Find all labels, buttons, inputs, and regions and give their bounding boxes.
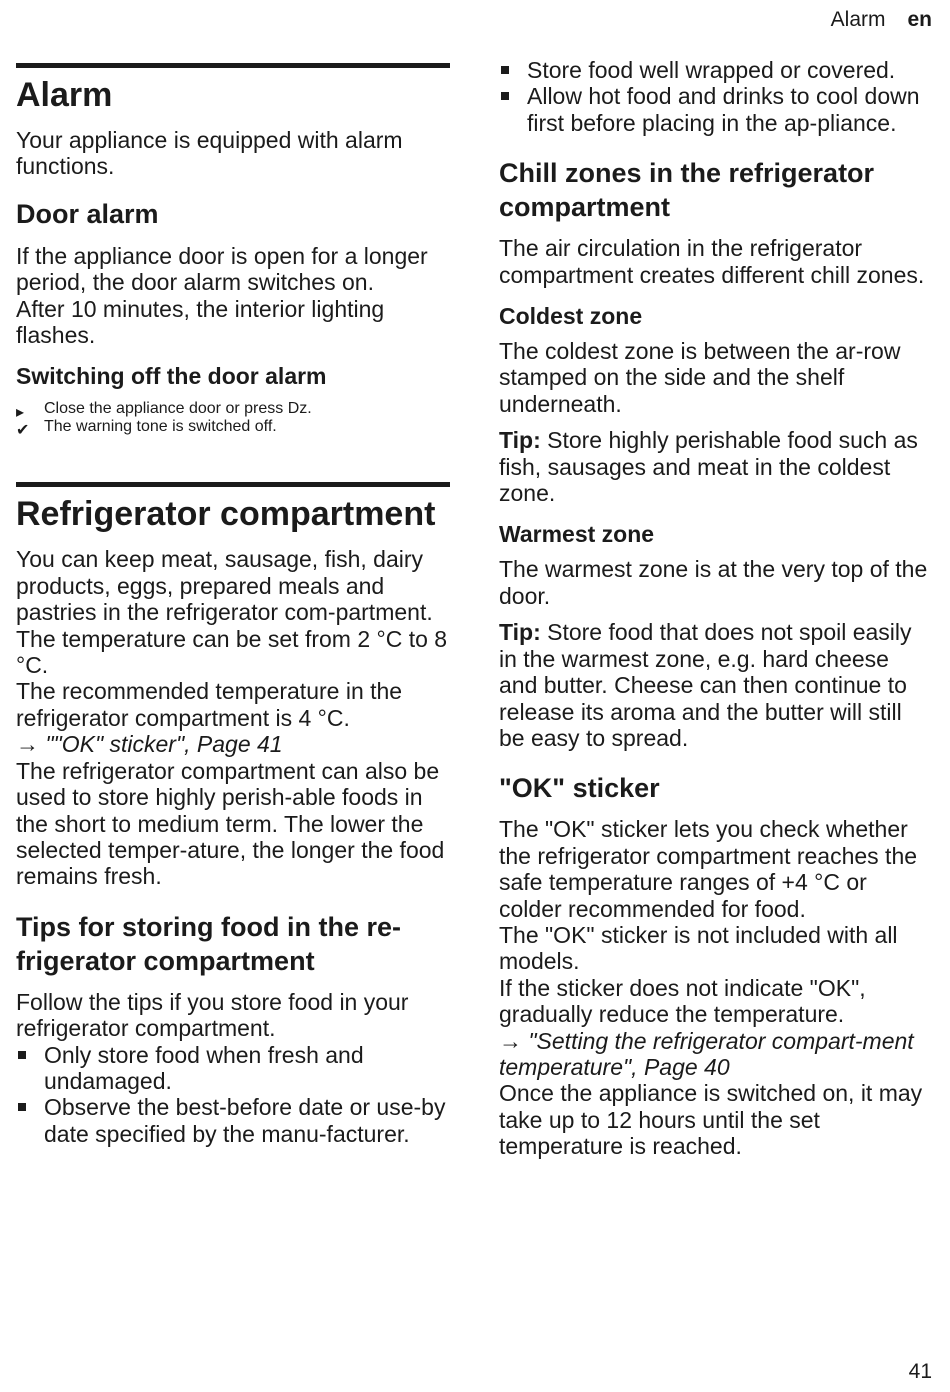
temperature-setting-link[interactable]: → "Setting the refrigerator compart-ment temperature", Page 40 — [499, 1027, 914, 1080]
chill-zones-heading: Chill zones in the refrigerator compartment — [499, 158, 875, 223]
step-text: Close the appliance door or press — [44, 400, 284, 418]
instruction-step — [16, 400, 450, 422]
section-rule — [16, 482, 450, 487]
tip-text: Store food that does not spoil easily in the warmest zone, e.g. hard cheese and butter. Cheese can then continue to release its aroma and the butter will still be easy to spread. — [499, 619, 912, 751]
tip-label: Tip: — [499, 427, 541, 454]
check-icon: ✔ — [16, 422, 30, 440]
tips-list-right — [499, 57, 931, 136]
list-item: Observe the best-before date or use-by date specified by the manu-facturer. — [16, 1094, 450, 1147]
step-arrow-icon: ▸ — [16, 404, 25, 422]
result-text: The warning tone is switched off. — [44, 418, 277, 436]
coldest-zone-text: The coldest zone is between the ar-row stamped on the side and the shelf underneath. — [499, 338, 901, 417]
warmest-zone-text: The warmest zone is at the very top of the door. — [499, 556, 928, 609]
list-item: Store food well wrapped or covered. — [499, 57, 931, 83]
alarm-heading: Alarm — [16, 76, 113, 114]
coldest-zone-heading: Coldest zone — [499, 303, 643, 330]
ok-sticker-link[interactable]: → ""OK" sticker", Page 41 — [16, 731, 283, 758]
warmest-zone-tip — [499, 619, 931, 751]
header-language: en — [907, 8, 932, 31]
page-number: 41 — [908, 1360, 932, 1383]
fridge-text-4: The refrigerator compartment can also be used to store highly perish-able foods in the short to medium term. The lower the selected temper-ature, the longer the food remains fresh. — [16, 757, 445, 890]
door-alarm-text-1: If the appliance door is open for a longer period, the door alarm switches on. — [16, 242, 428, 296]
coldest-zone-tip — [499, 427, 931, 506]
header-section: Alarm — [830, 8, 886, 31]
tips-list-left — [16, 1042, 450, 1148]
tips-intro: Follow the tips if you store food in your refrigerator compartment. — [16, 988, 409, 1042]
chill-zones-intro: The air circulation in the refrigerator compartment creates different chill zones. — [499, 235, 925, 288]
door-alarm-heading: Door alarm — [16, 198, 159, 229]
door-alarm-text-2: After 10 minutes, the interior lighting flashes. — [16, 295, 385, 349]
switch-off-heading: Switching off the door alarm — [16, 363, 327, 390]
fridge-heading: Refrigerator compartment — [16, 495, 436, 534]
tips-heading: Tips for storing food in the re-frigerator compartment — [16, 911, 401, 976]
left-column — [16, 0, 450, 1147]
tip-label: Tip: — [499, 619, 541, 646]
ok-sticker-text-2: The "OK" sticker is not included with all models. — [499, 921, 898, 975]
ok-sticker-text-3: If the sticker does not indicate "OK", gradually reduce the temperature. — [499, 974, 866, 1028]
tip-text: Store highly perishable food such as fish, sausages and meat in the coldest zone. — [499, 427, 918, 507]
fridge-text-2: The temperature can be set from 2 °C to 8 °C. — [16, 625, 448, 679]
list-item: Only store food when fresh and undamaged. — [16, 1042, 450, 1095]
fridge-text-3: The recommended temperature in the refrigerator compartment is 4 °C. — [16, 678, 403, 731]
ok-sticker-text-4: Once the appliance is switched on, it may take up to 12 hours until the set temperature is reached. — [499, 1080, 923, 1160]
ok-sticker-text-1: The "OK" sticker lets you check whether the refrigerator compartment reaches the safe temperature ranges of +4 °C or colder recommended for food. — [499, 816, 918, 922]
ok-sticker-heading: "OK" sticker — [499, 773, 660, 804]
fridge-text-1: You can keep meat, sausage, fish, dairy products, eggs, prepared meals and pastries in the refrigerator com-partment. — [16, 546, 433, 626]
door-alarm-button-icon: ǲ — [287, 400, 308, 418]
list-item: Allow hot food and drinks to cool down first before placing in the ap-pliance. — [499, 83, 931, 136]
section-rule — [16, 63, 450, 68]
alarm-intro: Your appliance is equipped with alarm functions. — [16, 127, 403, 180]
instruction-result — [16, 418, 450, 440]
right-column — [499, 0, 931, 1160]
step-tail: . — [307, 400, 312, 418]
warmest-zone-heading: Warmest zone — [499, 521, 655, 548]
